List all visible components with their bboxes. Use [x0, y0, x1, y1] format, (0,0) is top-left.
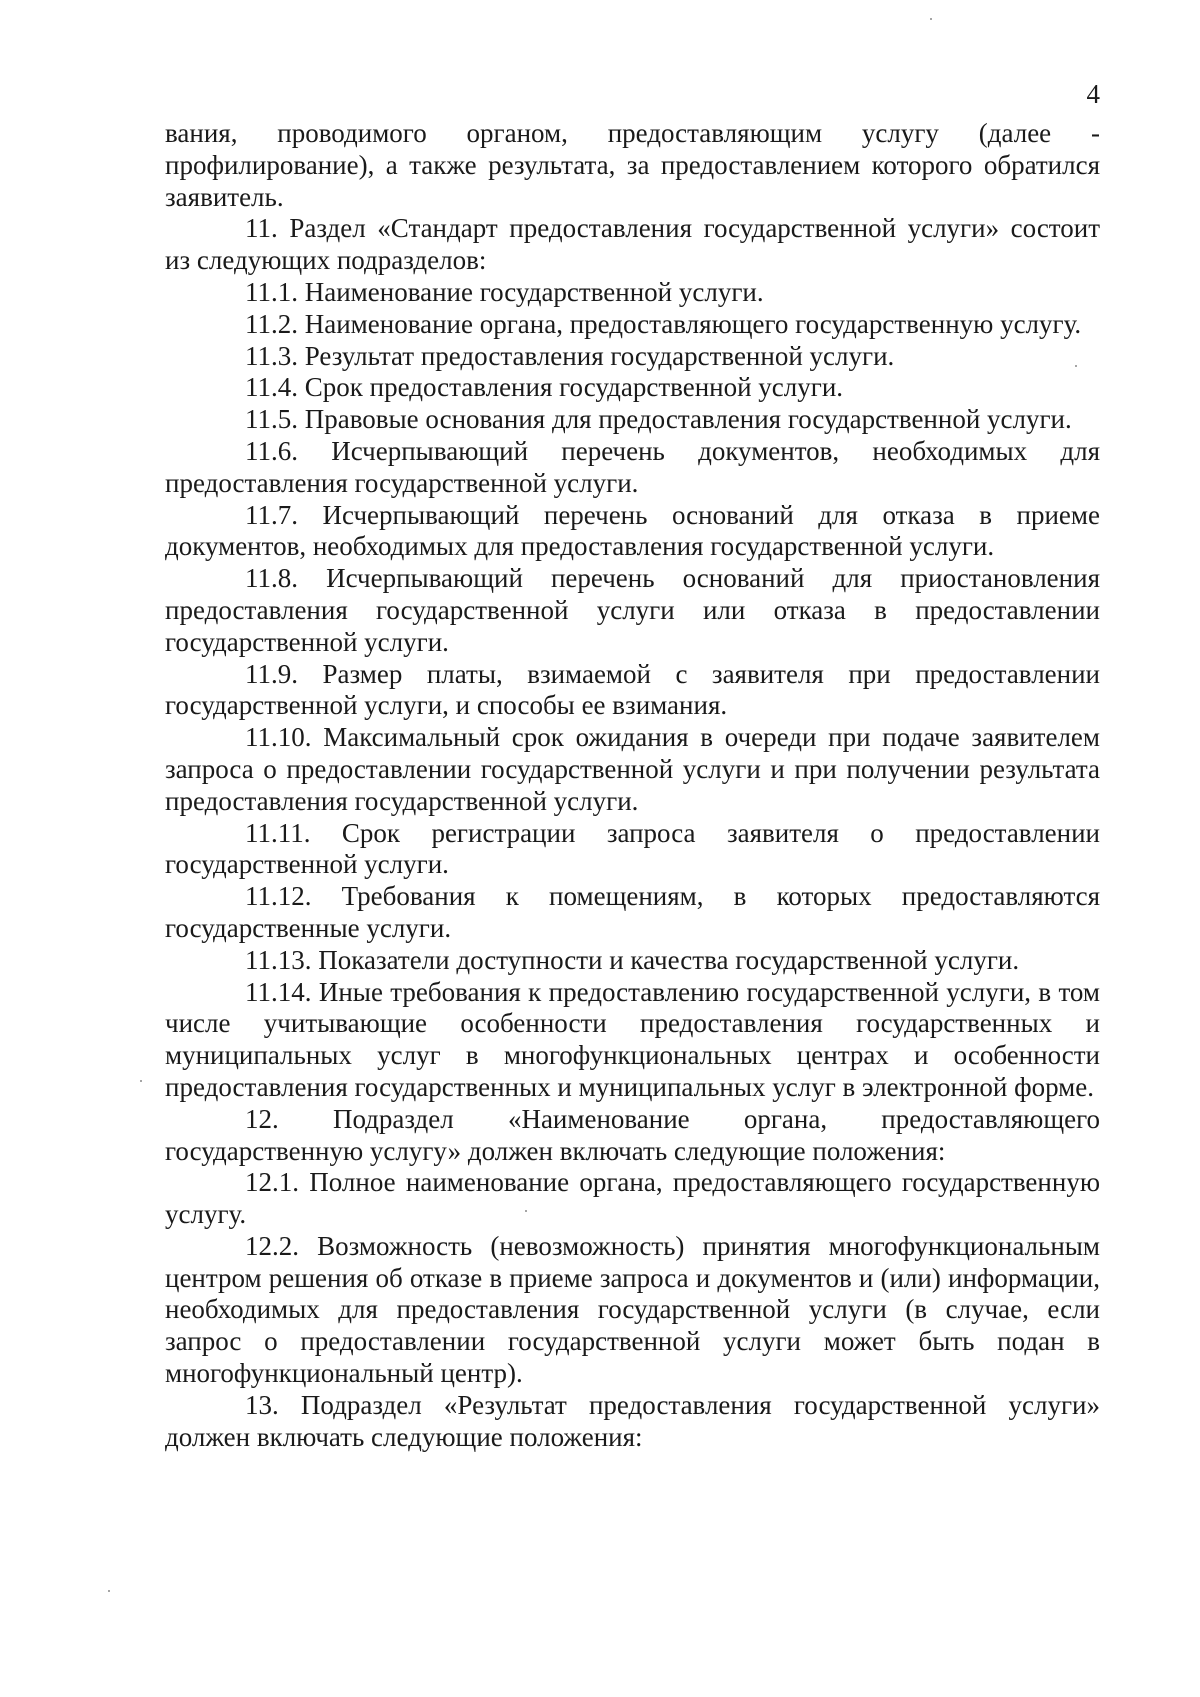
document-body [165, 118, 1100, 1453]
paragraph-11-13: 11.13. Показатели доступности и качества государственной услуги. [245, 944, 1020, 975]
scan-speck [525, 1210, 527, 1212]
paragraph-11-10: 11.10. Максимальный срок ожидания в очереди при подаче заявителем запроса о предоставлении государственной услуги и при получении результата предоставления государственной услуги. [165, 722, 1100, 816]
paragraph-11-12: 11.12. Требования к помещениям, в которых предоставляются государственные услуги. [165, 881, 1100, 943]
paragraph-11-11: 11.11. Срок регистрации запроса заявителя о предоставлении государственной услуги. [165, 817, 1100, 880]
paragraph-continuation: вания, проводимого органом, предоставляющим услугу (далее - профилирование), а также результата, за предоставлением которого обратился заявитель. [165, 118, 1100, 212]
scan-speck [1075, 365, 1077, 367]
paragraph-11-3: 11.3. Результат предоставления государственной услуги. [245, 340, 895, 371]
paragraph-11-6: 11.6. Исчерпывающий перечень документов, необходимых для предоставления государственной услуги. [165, 435, 1100, 498]
paragraph-11-2: 11.2. Наименование органа, предоставляющего государственную услугу. [245, 308, 1082, 339]
scan-speck [140, 1080, 142, 1082]
paragraph-11-14: 11.14. Иные требования к предоставлению государственной услуги, в том числе учитывающие особенности предоставления государственных и муниципальных услуг в многофункциональных центрах и особенности предоставления государственных и муниципальных услуг в электронной форме. [165, 976, 1100, 1102]
paragraph-11-8: 11.8. Исчерпывающий перечень оснований для приостановления предоставления государственной услуги или отказа в предоставлении государственной услуги. [165, 563, 1100, 657]
scan-speck [930, 18, 932, 20]
paragraph-11-1: 11.1. Наименование государственной услуги. [245, 276, 764, 307]
page-number: 4 [1086, 79, 1100, 109]
paragraph-12-1: 12.1. Полное наименование органа, предоставляющего государственную услугу. [165, 1167, 1100, 1230]
scan-speck [108, 1590, 110, 1592]
paragraph-11-9: 11.9. Размер платы, взимаемой с заявителя при предоставлении государственной услуги, и способы ее взимания. [165, 658, 1100, 721]
paragraph-13: 13. Подраздел «Результат предоставления государственной услуги» должен включать следующие положения: [165, 1389, 1100, 1452]
paragraph-11-4: 11.4. Срок предоставления государственной услуги. [245, 372, 844, 403]
paragraph-11-7: 11.7. Исчерпывающий перечень оснований для отказа в приеме документов, необходимых для предоставления государственной услуги. [165, 499, 1100, 562]
paragraph-12-2: 12.2. Возможность (невозможность) принятия многофункциональным центром решения об отказе в приеме запроса и документов и (или) информации, необходимых для предоставления государственной услуги (в случае, если запрос о предоставлении государственной услуги может быть подан в многофункциональный центр). [165, 1230, 1100, 1389]
paragraph-11: 11. Раздел «Стандарт предоставления государственной услуги» состоит из следующих подразделов: [165, 213, 1100, 276]
paragraph-12: 12. Подраздел «Наименование органа, предоставляющего государственную услугу» должен включать следующие положения: [165, 1103, 1100, 1166]
paragraph-11-5: 11.5. Правовые основания для предоставления государственной услуги. [245, 404, 1072, 435]
